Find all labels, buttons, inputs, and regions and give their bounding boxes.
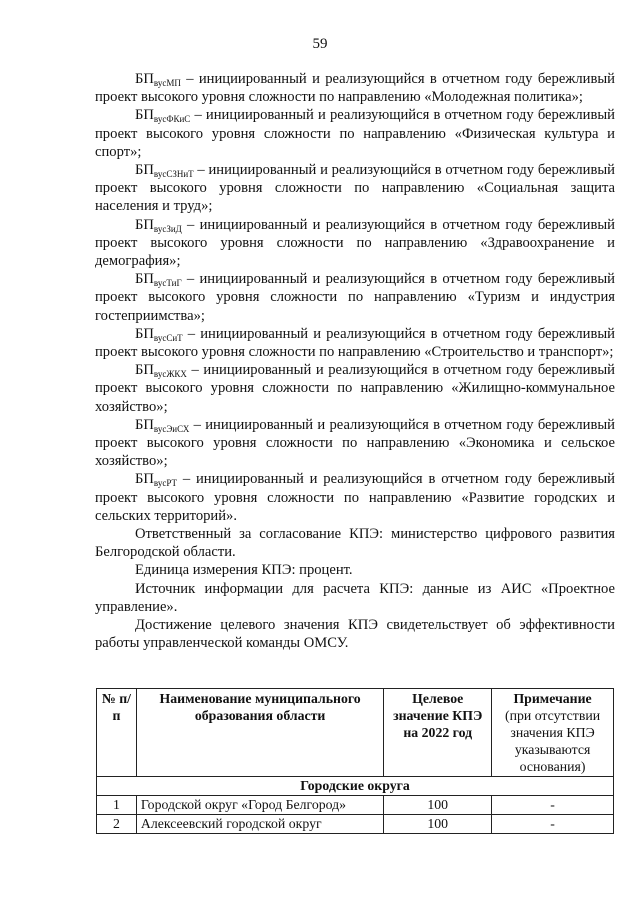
header-name: Наименование муниципального образования области: [136, 689, 383, 777]
source-paragraph: Источник информации для расчета КПЭ: данные из АИС «Проектное управление».: [95, 580, 615, 615]
table-row: [97, 815, 614, 834]
cell-value: 100: [384, 796, 492, 815]
list-item: $БП_{вусРТ}$ – инициированный и реализующийся в отчетном году бережливый проект высокого уровня сложности по направлению «Развитие городских и сельских территорий».: [95, 471, 615, 524]
header-target: Целевое значение КПЭ на 2022 год: [384, 689, 492, 777]
list-item: $БП_{вусМП}$ – инициированный и реализующийся в отчетном году бережливый проект высокого уровня сложности по направлению «Молодежная политика»;: [95, 71, 615, 106]
document-body: [95, 70, 615, 653]
page-number: 59: [312, 36, 328, 52]
cell-name: Алексеевский городской округ: [136, 815, 383, 834]
group-label: Городские округа: [97, 777, 614, 796]
cell-note: -: [492, 796, 614, 815]
unit-paragraph: Единица измерения КПЭ: процент.: [135, 562, 353, 579]
responsible-paragraph: Ответственный за согласование КПЭ: министерство цифрового развития Белгородской области.: [95, 526, 615, 561]
cell-name: Городской округ «Город Белгород»: [136, 796, 383, 815]
cell-num: 2: [97, 815, 137, 834]
cell-note: -: [492, 815, 614, 834]
header-num: № п/п: [97, 689, 137, 777]
list-item: $БП_{вусЭиСХ}$ – инициированный и реализующийся в отчетном году бережливый проект высокого уровня сложности по направлению «Экономика и сельское хозяйство»;: [95, 416, 615, 470]
achievement-paragraph: Достижение целевого значения КПЭ свидетельствует об эффективности работы управленческой команды ОМСУ.: [95, 617, 615, 652]
cell-num: 1: [97, 796, 137, 815]
list-item: $БП_{вусЖКХ}$ – инициированный и реализующийся в отчетном году бережливый проект высокого уровня сложности по направлению «Жилищно-коммунальное хозяйство»;: [95, 362, 615, 415]
list-item: $БП_{вусТиГ}$ – инициированный и реализующийся в отчетном году бережливый проект высокого уровня сложности по направлению «Туризм и индустрия гостеприимства»;: [95, 271, 615, 324]
table-group-row: [97, 777, 614, 796]
table-row: [97, 796, 614, 815]
table-header-row: [97, 689, 614, 777]
list-item: $БП_{вусСЗНиТ}$ – инициированный и реализующийся в отчетном году бережливый проект высокого уровня сложности по направлению «Социальная защита населения и труд»;: [95, 162, 615, 215]
header-note: Примечание (при отсутствии значения КПЭ указываются основания): [492, 689, 614, 777]
list-item: $БП_{вусФКиС}$ – инициированный и реализующийся в отчетном году бережливый проект высокого уровня сложности по направлению «Физическая культура и спорт»;: [95, 107, 615, 160]
list-item: $БП_{вусСиТ}$ – инициированный и реализующийся в отчетном году бережливый проект высокого уровня сложности по направлению «Строительство и транспорт»;: [95, 325, 615, 361]
list-item: $БП_{вусЗиД}$ – инициированный и реализующийся в отчетном году бережливый проект высокого уровня сложности по направлению «Здравоохранение и демография»;: [95, 216, 615, 270]
cell-value: 100: [384, 815, 492, 834]
kpi-table: [96, 688, 614, 834]
